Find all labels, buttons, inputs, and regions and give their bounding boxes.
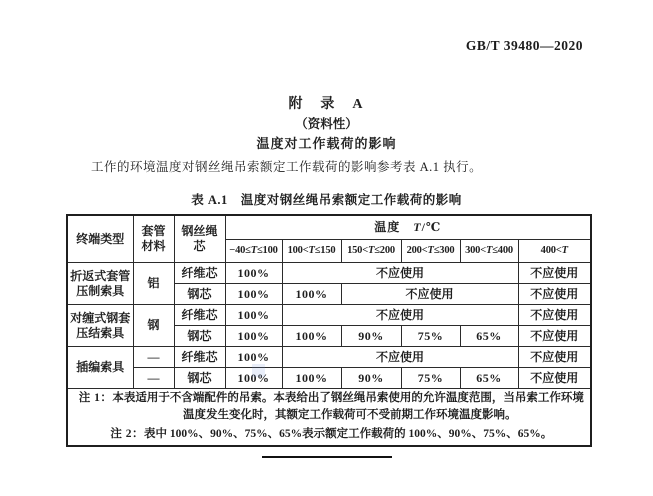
- cell-load-percent: 90%: [341, 326, 401, 347]
- cell-load-percent: 75%: [401, 368, 460, 389]
- header-terminal-type: 终端类型: [67, 215, 133, 263]
- note-2-text: 表中 100%、90%、75%、65%表示额定工作载荷的 100%、90%、75%、65%。: [143, 427, 553, 440]
- cell-not-for-use: 不应使用: [518, 326, 591, 347]
- cell-rope-core: 钢芯: [174, 326, 225, 347]
- range-t: T: [250, 245, 257, 257]
- terminal-type-line2: 压结索具: [76, 325, 125, 340]
- cell-sleeve-material: —: [133, 368, 174, 389]
- cell-load-percent: 100%: [225, 305, 282, 326]
- note-1: [75, 390, 588, 425]
- header-temp-range-1: [225, 240, 282, 263]
- temperature-symbol: T: [413, 220, 422, 234]
- cell-load-percent: 100%: [225, 368, 282, 389]
- range-pre: 150<: [347, 245, 368, 257]
- header-temp-range-4: [401, 240, 460, 263]
- cell-load-percent: 90%: [341, 368, 401, 389]
- appendix-label: 附 录 A: [288, 97, 365, 112]
- cell-not-for-use: 不应使用: [518, 305, 591, 326]
- cell-not-for-use: 不应使用: [282, 347, 518, 368]
- cell-sleeve-material: —: [133, 347, 174, 368]
- cell-sleeve-material: 铝: [133, 263, 174, 305]
- standard-number: GB/T 39480—2020: [465, 38, 583, 53]
- temperature-group-post: /℃: [421, 220, 442, 234]
- cell-load-percent: 100%: [282, 368, 341, 389]
- cell-load-percent: 75%: [401, 326, 460, 347]
- range-post: ≤100: [256, 245, 278, 257]
- cell-rope-core: 钢芯: [174, 368, 225, 389]
- header-sleeve-material-line1: 套管: [141, 224, 166, 238]
- cell-load-percent: 100%: [225, 263, 282, 284]
- cell-rope-core: 钢芯: [174, 284, 225, 305]
- cell-load-percent: 100%: [225, 326, 282, 347]
- range-pre: 300<: [465, 245, 486, 257]
- header-rope-core: 钢丝绳芯: [174, 215, 225, 263]
- table-row: [67, 263, 591, 284]
- cell-load-percent: 65%: [460, 368, 518, 389]
- appendix-informative-note: （资料性）: [295, 117, 358, 131]
- table-row: [67, 305, 591, 326]
- cell-not-for-use: 不应使用: [282, 305, 518, 326]
- range-t: T: [308, 245, 315, 257]
- table-notes-row: [67, 389, 591, 446]
- range-pre: −40≤: [229, 245, 251, 257]
- cell-not-for-use: 不应使用: [341, 284, 518, 305]
- range-t: T: [368, 245, 375, 257]
- terminal-type-line2: 压制索具: [76, 283, 125, 298]
- cell-rope-core: 纤维芯: [174, 305, 225, 326]
- range-pre: 400<: [540, 245, 562, 257]
- range-pre: 200<: [406, 245, 428, 257]
- intro-paragraph: 工作的环境温度对钢丝绳吊索额定工作载荷的影响参考表 A.1 执行。: [91, 160, 483, 174]
- table-caption: 表 A.1 温度对钢丝绳吊索额定工作载荷的影响: [191, 193, 462, 207]
- note-2-label: 注 2：: [110, 427, 144, 440]
- cell-sleeve-material: 钢: [133, 305, 174, 347]
- range-pre: 100<: [287, 245, 309, 257]
- cell-load-percent: 100%: [282, 326, 341, 347]
- range-post: ≤300: [433, 245, 455, 257]
- cell-terminal-type: [67, 305, 133, 347]
- footer-divider: [262, 456, 392, 458]
- cell-terminal-type: 插编索具: [67, 347, 133, 389]
- range-post: ≤200: [374, 245, 395, 257]
- header-temp-range-5: [460, 240, 518, 263]
- cell-not-for-use: 不应使用: [518, 284, 591, 305]
- cell-not-for-use: 不应使用: [282, 263, 518, 284]
- range-post: ≤400: [492, 245, 513, 257]
- note-1-label: 注 1：: [78, 392, 113, 404]
- header-sleeve-material: [133, 215, 174, 263]
- appendix-title: 温度对工作载荷的影响: [256, 136, 397, 151]
- cell-load-percent: 100%: [225, 347, 282, 368]
- cell-rope-core: 纤维芯: [174, 263, 225, 284]
- scan-artifact: [252, 364, 265, 377]
- table-a1: [66, 214, 592, 447]
- terminal-type-line1: 对缠式钢套: [70, 310, 131, 325]
- cell-not-for-use: 不应使用: [518, 368, 591, 389]
- note-1-text: 本表适用于不含端配件的吊索。本表给出了钢丝绳吊索使用的允许温度范围，当吊索工作环境温度发生变化时，其额定工作载荷可不受前期工作环境温度影响。: [112, 392, 584, 422]
- range-t: T: [427, 245, 434, 257]
- range-post: ≤150: [314, 245, 336, 257]
- table-notes: [67, 389, 591, 446]
- header-temperature-group: [225, 215, 591, 240]
- cell-terminal-type: [67, 263, 133, 305]
- table-row: [67, 347, 591, 368]
- cell-not-for-use: 不应使用: [518, 263, 591, 284]
- cell-load-percent: 65%: [460, 326, 518, 347]
- range-t: T: [486, 245, 493, 257]
- header-temp-range-3: [341, 240, 401, 263]
- terminal-type-line1: 折返式套管: [70, 268, 131, 283]
- cell-not-for-use: 不应使用: [518, 347, 591, 368]
- table-row: [67, 368, 591, 389]
- cell-load-percent: 100%: [282, 284, 341, 305]
- cell-load-percent: 100%: [225, 284, 282, 305]
- temperature-group-pre: 温度: [374, 220, 414, 234]
- header-temp-range-2: [282, 240, 341, 263]
- cell-rope-core: 纤维芯: [174, 347, 225, 368]
- range-t: T: [561, 245, 568, 257]
- note-2: [75, 426, 588, 443]
- header-sleeve-material-line2: 材料: [141, 239, 166, 253]
- header-temp-range-6: [518, 240, 591, 263]
